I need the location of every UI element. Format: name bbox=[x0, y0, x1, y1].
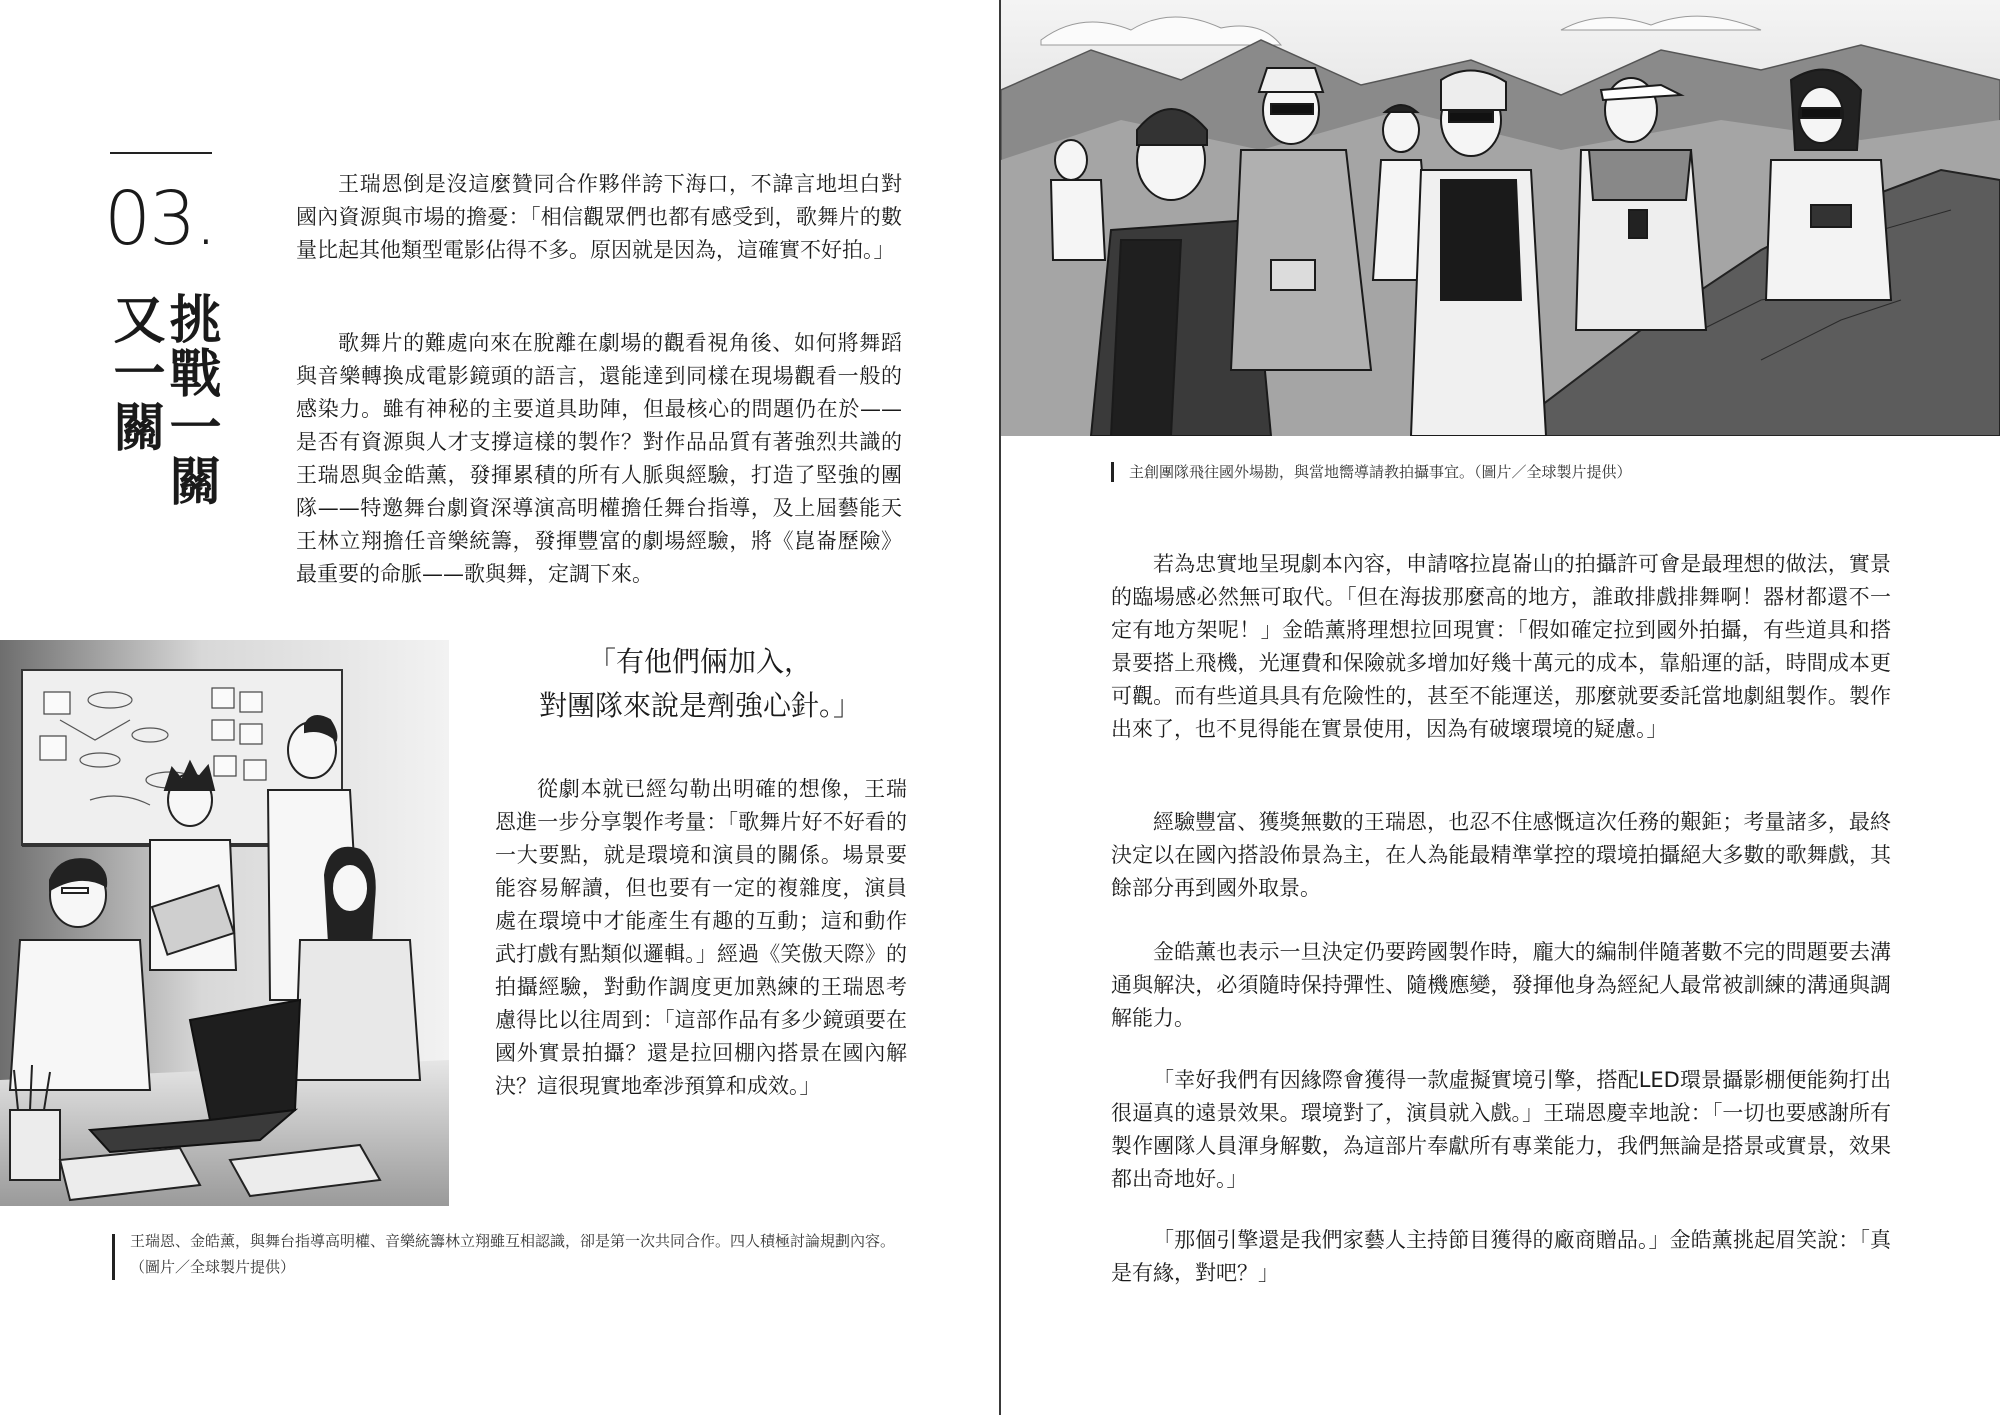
image-caption: 主創團隊飛往國外場勘，與當地嚮導請教拍攝事宜。（圖片／全球製片提供） bbox=[1129, 463, 1632, 481]
team-meeting-illustration bbox=[0, 640, 449, 1206]
pull-quote-line1: 「有他們倆加入， bbox=[587, 645, 812, 678]
caption-bar bbox=[1111, 462, 1114, 482]
body-paragraph: 金皓薰也表示一旦決定仍要跨國製作時，龐大的編制伴隨著數不完的問題要去溝通與解決，必須隨時保持彈性、隨機應變，發揮他身為經紀人最常被訓練的溝通與調解能力。 bbox=[1111, 940, 1891, 1030]
pull-quote-line2: 對團隊來說是劑強心針。」 bbox=[538, 689, 861, 722]
image-caption: 王瑞恩、金皓薰，與舞台指導高明權、音樂統籌林立翔雖互相認識，卻是第一次共同合作。四人積極討論規劃內容。（圖片／全球製片提供） bbox=[130, 1232, 896, 1276]
right-page bbox=[1001, 0, 2000, 1415]
body-paragraph: 「那個引擎還是我們家藝人主持節目獲得的廠商贈品。」金皓薰挑起眉笑說：「真是有緣，對吧？」 bbox=[1111, 1228, 1891, 1285]
location-scouting-illustration bbox=[1001, 0, 2000, 436]
chapter-title-line2: 又一關 bbox=[104, 292, 165, 454]
body-paragraph: 若為忠實地呈現劇本內容，申請喀拉崑崙山的拍攝許可會是最理想的做法，實景的臨場感必然無可取代。「但在海拔那麼高的地方，誰敢排戲排舞啊！器材都還不一定有地方架呢！」金皓薰將理想拉回現實：「假如確定拉到國外拍攝，有些道具和搭景要搭上飛機，光運費和保險就多增加好幾十萬元的成本，靠船運的話，時間成本更可觀。而有些道具具有危險性的，甚至不能運送，那麼就要委託當地劇組製作。製作出來了，也不見得能在實景使用，因為有破壞環境的疑慮。」 bbox=[1111, 552, 1891, 741]
body-paragraph: 經驗豐富、獲獎無數的王瑞恩，也忍不住感慨這次任務的艱鉅；考量諸多，最終決定以在國內搭設佈景為主，在人為能最精準掌控的環境拍攝絕大多數的歌舞戲，其餘部分再到國外取景。 bbox=[1111, 810, 1891, 900]
pull-quote bbox=[500, 640, 900, 728]
body-paragraph: 從劇本就已經勾勒出明確的想像，王瑞恩進一步分享製作考量：「歌舞片好不好看的一大要點，就是環境和演員的關係。場景要能容易解讀，但也要有一定的複雜度，演員處在環境中才能產生有趣的互動；這和動作武打戲有點類似邏輯。」經過《笑傲天際》的拍攝經驗，對動作調度更加熟練的王瑞恩考慮得比以往周到：「這部作品有多少鏡頭要在國外實景拍攝？還是拉回棚內搭景在國內解決？這很現實地牽涉預算和成效。」 bbox=[495, 777, 907, 1098]
chapter-title-line1: 挑戰一關 bbox=[160, 292, 221, 508]
body-paragraph: 歌舞片的難處向來在脫離在劇場的觀看視角後、如何將舞蹈與音樂轉換成電影鏡頭的語言，還能達到同樣在現場觀看一般的感染力。雖有神秘的主要道具助陣，但最核心的問題仍在於——是否有資源與人才支撐這樣的製作？對作品品質有著強烈共識的王瑞恩與金皓薰，發揮累積的所有人脈與經驗，打造了堅強的團隊——特邀舞台劇資深導演高明權擔任舞台指導，及上屆藝能天王林立翔擔任音樂統籌，發揮豐富的劇場經驗，將《崑崙歷險》最重要的命脈——歌與舞，定調下來。 bbox=[296, 331, 902, 586]
caption-bar bbox=[112, 1234, 115, 1280]
chapter-number: 03. bbox=[104, 176, 216, 262]
chapter-rule bbox=[110, 152, 212, 154]
body-paragraph: 「幸好我們有因緣際會獲得一款虛擬實境引擎，搭配LED環景攝影棚便能夠打出很逼真的遠景效果。環境對了，演員就入戲。」王瑞恩慶幸地說：「一切也要感謝所有製作團隊人員渾身解數，為這部片奉獻所有專業能力，我們無論是搭景或實景，效果都出奇地好。」 bbox=[1111, 1068, 1891, 1191]
body-paragraph: 王瑞恩倒是沒這麼贊同合作夥伴誇下海口，不諱言地坦白對國內資源與市場的擔憂：「相信觀眾們也都有感受到，歌舞片的數量比起其他類型電影佔得不多。原因就是因為，這確實不好拍。」 bbox=[296, 172, 902, 262]
